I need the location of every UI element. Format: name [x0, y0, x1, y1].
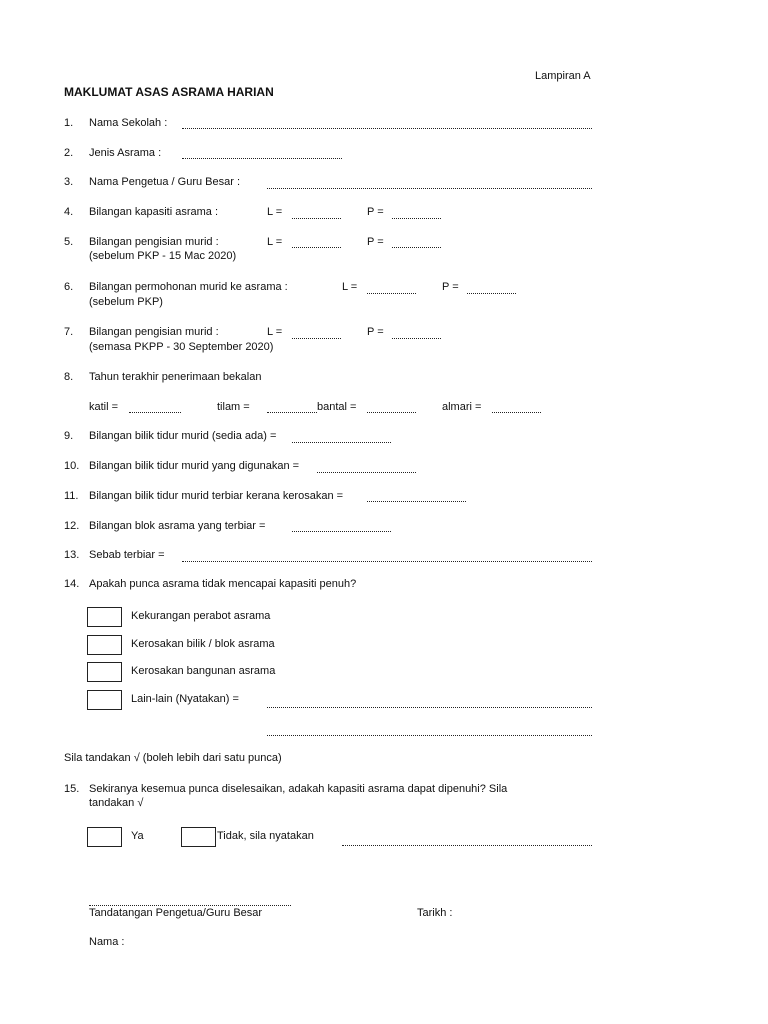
kapasiti-p-field[interactable] — [392, 218, 441, 219]
item-3-number: 3. — [64, 176, 74, 188]
tilam-field[interactable] — [267, 412, 317, 413]
tarikh-label: Tarikh : — [417, 907, 453, 919]
item-14-number: 14. — [64, 578, 80, 590]
kerosakan-bilik-checkbox[interactable] — [87, 635, 122, 655]
tilam-label: tilam = — [217, 401, 250, 413]
nama-label: Nama : — [89, 936, 125, 948]
item-9-number: 9. — [64, 430, 74, 442]
bilik-digunakan-field[interactable] — [317, 472, 416, 473]
permohonan-p-field[interactable] — [467, 293, 516, 294]
kekurangan-perabot-checkbox[interactable] — [87, 607, 122, 627]
nama-sekolah-field[interactable] — [182, 128, 592, 129]
kerosakan-bangunan-label: Kerosakan bangunan asrama — [131, 665, 276, 677]
item-13-number: 13. — [64, 549, 80, 561]
item-12-number: 12. — [64, 520, 80, 532]
item-6-l-label: L = — [342, 281, 358, 293]
jenis-asrama-field[interactable] — [182, 158, 342, 159]
item-8-label: Tahun terakhir penerimaan bekalan — [89, 371, 262, 383]
sebab-terbiar-field[interactable] — [182, 561, 592, 562]
bilik-sedia-ada-field[interactable] — [292, 442, 391, 443]
blok-terbiar-field[interactable] — [292, 531, 391, 532]
item-1-label: Nama Sekolah : — [89, 117, 168, 129]
item-11-label: Bilangan bilik tidur murid terbiar kerana kerosakan = — [89, 490, 344, 502]
katil-field[interactable] — [129, 412, 181, 413]
item-12-label: Bilangan blok asrama yang terbiar = — [89, 520, 266, 532]
bilik-terbiar-field[interactable] — [367, 501, 466, 502]
kekurangan-perabot-label: Kekurangan perabot asrama — [131, 610, 271, 622]
item-5-l-label: L = — [267, 236, 283, 248]
q14-instruction: Sila tandakan √ (boleh lebih dari satu punca) — [64, 752, 282, 764]
pengisian-pkp-p-field[interactable] — [392, 247, 441, 248]
nama-pengetua-field[interactable] — [267, 188, 592, 189]
permohonan-l-field[interactable] — [367, 293, 416, 294]
item-10-label: Bilangan bilik tidur murid yang digunakan = — [89, 460, 300, 472]
item-2-number: 2. — [64, 147, 74, 159]
item-4-number: 4. — [64, 206, 74, 218]
item-6-sublabel: (sebelum PKP) — [89, 296, 163, 308]
kerosakan-bangunan-checkbox[interactable] — [87, 662, 122, 682]
item-7-p-label: P = — [367, 326, 384, 338]
katil-label: katil = — [89, 401, 119, 413]
item-3-label: Nama Pengetua / Guru Besar : — [89, 176, 241, 188]
item-7-l-label: L = — [267, 326, 283, 338]
lain-lain-label: Lain-lain (Nyatakan) = — [131, 693, 239, 705]
item-7-number: 7. — [64, 326, 74, 338]
item-4-l-label: L = — [267, 206, 283, 218]
pengisian-pkp-l-field[interactable] — [292, 247, 341, 248]
item-7-label: Bilangan pengisian murid : — [89, 326, 219, 338]
item-7-sublabel: (semasa PKPP - 30 September 2020) — [89, 341, 274, 353]
lain-lain-checkbox[interactable] — [87, 690, 122, 710]
item-15-label: Sekiranya kesemua punca diselesaikan, adakah kapasiti asrama dapat dipenuhi? Sila — [89, 783, 508, 795]
kapasiti-l-field[interactable] — [292, 218, 341, 219]
item-5-number: 5. — [64, 236, 74, 248]
form-title: MAKLUMAT ASAS ASRAMA HARIAN — [64, 85, 274, 99]
signature-label: Tandatangan Pengetua/Guru Besar — [89, 907, 263, 919]
lampiran-label: Lampiran A — [535, 70, 591, 82]
item-10-number: 10. — [64, 460, 80, 472]
item-5-p-label: P = — [367, 236, 384, 248]
almari-label: almari = — [442, 401, 482, 413]
lain-lain-field-1[interactable] — [267, 707, 592, 708]
item-6-p-label: P = — [442, 281, 459, 293]
tidak-nyatakan-field[interactable] — [342, 845, 592, 846]
item-4-p-label: P = — [367, 206, 384, 218]
almari-field[interactable] — [492, 412, 541, 413]
item-6-label: Bilangan permohonan murid ke asrama : — [89, 281, 288, 293]
pengisian-pkpp-p-field[interactable] — [392, 338, 441, 339]
pengisian-pkpp-l-field[interactable] — [292, 338, 341, 339]
bantal-label: bantal = — [317, 401, 357, 413]
item-1-number: 1. — [64, 117, 74, 129]
item-5-label: Bilangan pengisian murid : — [89, 236, 219, 248]
lain-lain-field-2[interactable] — [267, 735, 592, 736]
item-2-label: Jenis Asrama : — [89, 147, 162, 159]
tidak-label: Tidak, sila nyatakan — [217, 830, 314, 842]
bantal-field[interactable] — [367, 412, 416, 413]
tidak-checkbox[interactable] — [181, 827, 216, 847]
item-15-label-cont: tandakan √ — [89, 797, 144, 809]
item-13-label: Sebab terbiar = — [89, 549, 165, 561]
ya-checkbox[interactable] — [87, 827, 122, 847]
kerosakan-bilik-label: Kerosakan bilik / blok asrama — [131, 638, 275, 650]
item-6-number: 6. — [64, 281, 74, 293]
ya-label: Ya — [131, 830, 144, 842]
item-14-label: Apakah punca asrama tidak mencapai kapasiti penuh? — [89, 578, 357, 590]
item-8-number: 8. — [64, 371, 74, 383]
signature-line[interactable] — [89, 905, 291, 906]
item-5-sublabel: (sebelum PKP - 15 Mac 2020) — [89, 250, 237, 262]
item-4-label: Bilangan kapasiti asrama : — [89, 206, 219, 218]
item-9-label: Bilangan bilik tidur murid (sedia ada) = — [89, 430, 277, 442]
item-15-number: 15. — [64, 783, 80, 795]
item-11-number: 11. — [64, 490, 79, 502]
